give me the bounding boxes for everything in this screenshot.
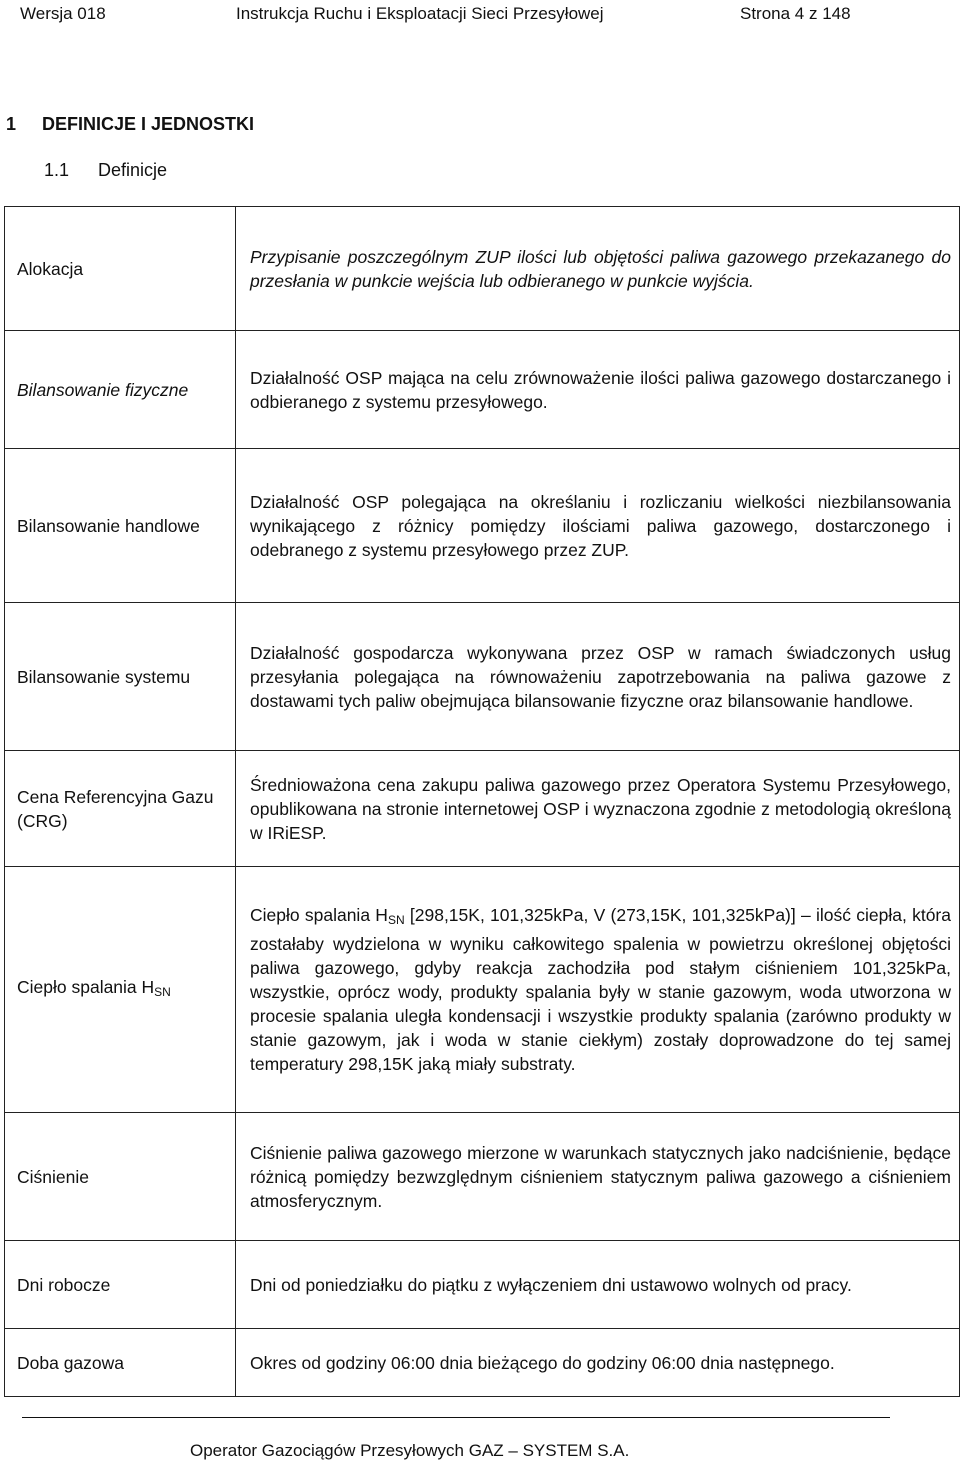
definition-prefix: Ciepło spalania H (250, 905, 388, 925)
section-heading (6, 114, 254, 135)
definition-text: Działalność gospodarcza wykonywana przez OSP w ramach świadczonych usług przesyłania polegająca na równoważeniu zapotrzebowania na paliwa gazowe z dostawami tych paliw obejmująca bilansowanie fizyczne oraz bilansowanie handlowe. (236, 603, 960, 751)
definition-body: [298,15K, 101,325kPa, V (273,15K, 101,325kPa)] – ilość ciepła, która zostałaby wydzielona w wyniku całkowitego spalenia w powietrzu określonej objętości paliwa gazowego, gdyby reakcja zachodziła pod stałym ciśnieniem 101,325kPa, wszystkie, oprócz wody, produkty spalania były w stanie gazowym, woda utworzona w procesie spalania uległa kondensacji i wszystkie produkty spalania (zarówno produkty w stanie gazowym, jak i woda w stanie ciekłym) zostały doprowadzone do tej samej temperatury 298,15K jaką miały substraty. (250, 905, 951, 1074)
term-text: Ciepło spalania H (17, 977, 155, 997)
version-label: Wersja 018 (20, 4, 106, 23)
definition-row (5, 1329, 960, 1397)
subsection-heading (44, 160, 167, 181)
definition-text: Działalność OSP polegająca na określaniu i rozliczaniu wielkości niezbilansowania wynikającego z różnicy pomiędzy ilościami paliwa gazowego, dostarczonego i odebranego z systemu przesyłowego przez ZUP. (236, 449, 960, 603)
definition-row (5, 603, 960, 751)
definition-text (236, 867, 960, 1113)
section-title: DEFINICJE I JEDNOSTKI (42, 114, 255, 134)
definition-row (5, 331, 960, 449)
definition-term: Bilansowanie fizyczne (5, 331, 236, 449)
definition-term: Bilansowanie systemu (5, 603, 236, 751)
definition-term: Bilansowanie handlowe (5, 449, 236, 603)
page-number: Strona 4 z 148 (740, 4, 851, 23)
definition-row (5, 867, 960, 1113)
definition-text: Średnioważona cena zakupu paliwa gazowego przez Operatora Systemu Przesyłowego, opublikowana na stronie internetowej OSP i wyznaczona zgodnie z metodologią określoną w IRiESP. (236, 751, 960, 867)
definition-row (5, 207, 960, 331)
definition-text: Działalność OSP mająca na celu zrównoważenie ilości paliwa gazowego dostarczanego i odbieranego z systemu przesyłowego. (236, 331, 960, 449)
term-subscript: SN (154, 985, 171, 999)
definition-term (5, 867, 236, 1113)
definition-term: Dni robocze (5, 1241, 236, 1329)
definition-text: Ciśnienie paliwa gazowego mierzone w warunkach statycznych jako nadciśnienie, będące różnicą pomiędzy bezwzględnym ciśnieniem statycznym paliwa gazowego a ciśnieniem atmosferycznym. (236, 1113, 960, 1241)
subsection-number: 1.1 (44, 160, 70, 180)
definition-text: Przypisanie poszczególnym ZUP ilości lub objętości paliwa gazowego przekazanego do przesłania w punkcie wejścia lub odbieranego w punkcie wyjścia. (236, 207, 960, 331)
definition-row (5, 449, 960, 603)
subsection-title: Definicje (98, 160, 168, 180)
document-title: Instrukcja Ruchu i Eksploatacji Sieci Przesyłowej (236, 4, 604, 23)
definition-text: Dni od poniedziałku do piątku z wyłączeniem dni ustawowo wolnych od pracy. (236, 1241, 960, 1329)
definition-row (5, 751, 960, 867)
definition-row (5, 1241, 960, 1329)
section-number: 1 (6, 114, 17, 134)
definitions-table (4, 206, 960, 1397)
definition-text: Okres od godziny 06:00 dnia bieżącego do godziny 06:00 dnia następnego. (236, 1329, 960, 1397)
footer-divider (22, 1417, 890, 1418)
definition-row (5, 1113, 960, 1241)
definition-subscript: SN (387, 913, 405, 927)
definition-term: Alokacja (5, 207, 236, 331)
page-header (0, 0, 960, 30)
definition-term: Ciśnienie (5, 1113, 236, 1241)
definition-term: Doba gazowa (5, 1329, 236, 1397)
definition-term: Cena Referencyjna Gazu (CRG) (5, 751, 236, 867)
footer-company: Operator Gazociągów Przesyłowych GAZ – SYSTEM S.A. (190, 1441, 630, 1460)
